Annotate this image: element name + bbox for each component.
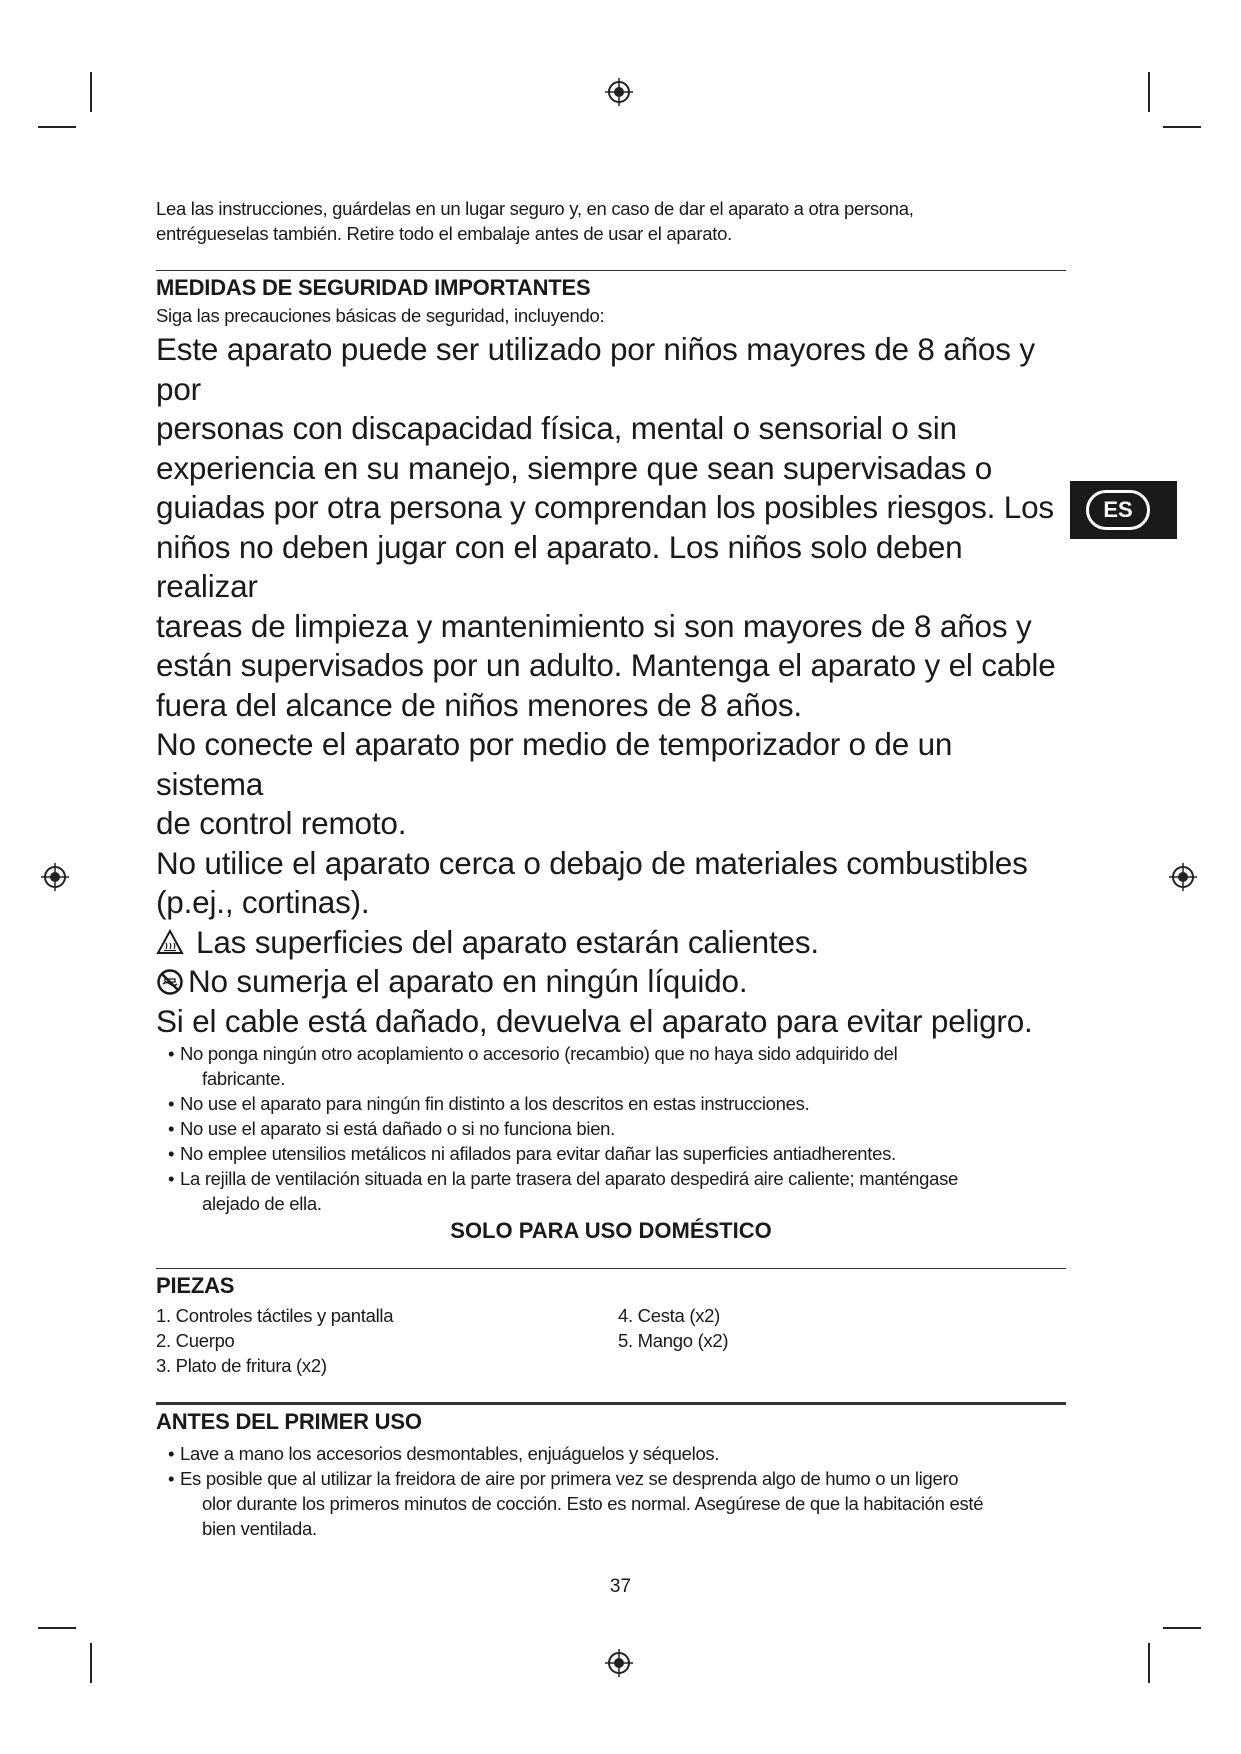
safety-line: tareas de limpieza y mantenimiento si son mayores de 8 años y [156,607,1032,644]
crop-mark [1163,1627,1201,1629]
intro-line: Lea las instrucciones, guárdelas en un lugar seguro y, en caso de dar el aparato a otra persona, [156,198,914,219]
crop-mark [90,1643,92,1683]
intro-line: entrégueselas también. Retire todo el embalaje antes de usar el aparato. [156,223,732,244]
list-item-text: alejado de ella. [202,1193,322,1214]
before-use-heading: ANTES DEL PRIMER USO [156,1409,422,1434]
domestic-use-title: SOLO PARA USO DOMÉSTICO [450,1218,772,1243]
list-item: • No ponga ningún otro acoplamiento o accesorio (recambio) que no haya sido adquirido del fabricante. [168,1043,898,1089]
no-immerse-warning [156,962,1066,1002]
section-divider [156,270,1066,271]
registration-mark-icon [1168,862,1198,892]
safety-line: fuera del alcance de niños menores de 8 años. [156,686,802,723]
parts-column [156,1303,618,1378]
list-item: 3. Plato de fritura (x2) [156,1355,327,1376]
registration-mark-icon [40,862,70,892]
list-item: • No use el aparato si está dañado o si no funciona bien. [168,1118,616,1139]
safety-line: niños no deben jugar con el aparato. Los niños solo deben realizar [156,528,963,604]
list-item-text: No ponga ningún otro acoplamiento o accesorio (recambio) que no haya sido adquirido del [180,1043,898,1064]
crop-mark [1148,1643,1150,1683]
parts-list [156,1303,1066,1378]
list-item-text: Lave a mano los accesorios desmontables, enjuáguelos y séquelos. [180,1443,720,1464]
page-number: 37 [609,1576,632,1597]
list-item-text: No emplee utensilios metálicos ni afilados para evitar dañar las superficies antiadherentes. [180,1143,896,1164]
safety-large-text [156,330,1066,1041]
parts-heading: PIEZAS [156,1273,235,1298]
registration-mark-icon [604,77,634,107]
list-item-text: No use el aparato para ningún fin distinto a los descritos en estas instrucciones. [180,1093,810,1114]
hot-surface-text: Las superficies del aparato estarán calientes. [196,923,819,960]
list-item-text: bien ventilada. [202,1518,317,1539]
section-divider [156,1402,1066,1405]
safety-heading: MEDIDAS DE SEGURIDAD IMPORTANTES [156,275,591,300]
crop-mark [1148,72,1150,112]
list-item: • No use el aparato para ningún fin distinto a los descritos en estas instrucciones. [168,1093,810,1114]
safety-line: No utilice el aparato cerca o debajo de materiales combustibles [156,844,1028,881]
safety-line: personas con discapacidad física, mental o sensorial o sin [156,410,957,446]
hot-surface-warning [156,923,1066,963]
list-item: 1. Controles táctiles y pantalla [156,1305,394,1326]
safety-line: Este aparato puede ser utilizado por niños mayores de 8 años y por [156,331,1035,407]
list-item: • Lave a mano los accesorios desmontables, enjuáguelos y séquelos. [168,1443,720,1464]
hot-surface-warning-icon [156,929,184,955]
list-item: 5. Mango (x2) [618,1330,729,1351]
before-use-list [156,1441,1066,1541]
list-item-text: fabricante. [202,1068,286,1089]
cable-warning: Si el cable está dañado, devuelva el aparato para evitar peligro. [156,1002,1033,1039]
no-immerse-text: No sumerja el aparato en ningún líquido. [188,963,748,999]
page-content [156,196,1066,1541]
registration-mark-icon [604,1648,634,1678]
safety-line: No conecte el aparato por medio de temporizador o de un sistema [156,726,953,802]
crop-mark [38,1627,76,1629]
list-item-text: La rejilla de ventilación situada en la parte trasera del aparato despedirá aire caliente; manténgase [180,1168,959,1189]
crop-mark [90,72,92,112]
list-item-text: olor durante los primeros minutos de cocción. Esto es normal. Asegúrese de que la habitación esté [202,1493,984,1514]
parts-column [618,1303,728,1378]
safety-line: (p.ej., cortinas). [156,884,370,920]
safety-line: guiadas por otra persona y comprendan los posibles riesgos. Los [156,489,1054,525]
list-item: • La rejilla de ventilación situada en la parte trasera del aparato despedirá aire caliente; manténgase alejado de ella. [168,1168,959,1214]
safety-subheading: Siga las precauciones básicas de seguridad, incluyendo: [156,305,605,326]
list-item: • No emplee utensilios metálicos ni afilados para evitar dañar las superficies antiadherentes. [168,1143,896,1164]
safety-line: de control remoto. [156,805,407,841]
safety-line: están supervisados por un adulto. Mantenga el aparato y el cable [156,647,1056,683]
language-badge: ES [1086,490,1150,530]
crop-mark [1163,126,1201,128]
list-item: 4. Cesta (x2) [618,1305,720,1326]
safety-line: experiencia en su manejo, siempre que sean supervisadas o [156,449,993,486]
list-item-text: No use el aparato si está dañado o si no funciona bien. [180,1118,616,1139]
no-immerse-icon [156,968,184,996]
intro-text [156,196,1066,246]
safety-bullet-list [156,1041,1066,1216]
list-item: 2. Cuerpo [156,1330,235,1351]
language-tab [1070,481,1177,539]
list-item-text: Es posible que al utilizar la freidora de aire por primera vez se desprenda algo de humo o un ligero [180,1468,959,1489]
list-item: • Es posible que al utilizar la freidora de aire por primera vez se desprenda algo de humo o un ligero olor durante los primeros minutos de cocción. Esto es normal. Asegúrese de que la habitación esté bien ventilada. [168,1468,984,1539]
section-divider [156,1268,1066,1269]
crop-mark [38,126,76,128]
